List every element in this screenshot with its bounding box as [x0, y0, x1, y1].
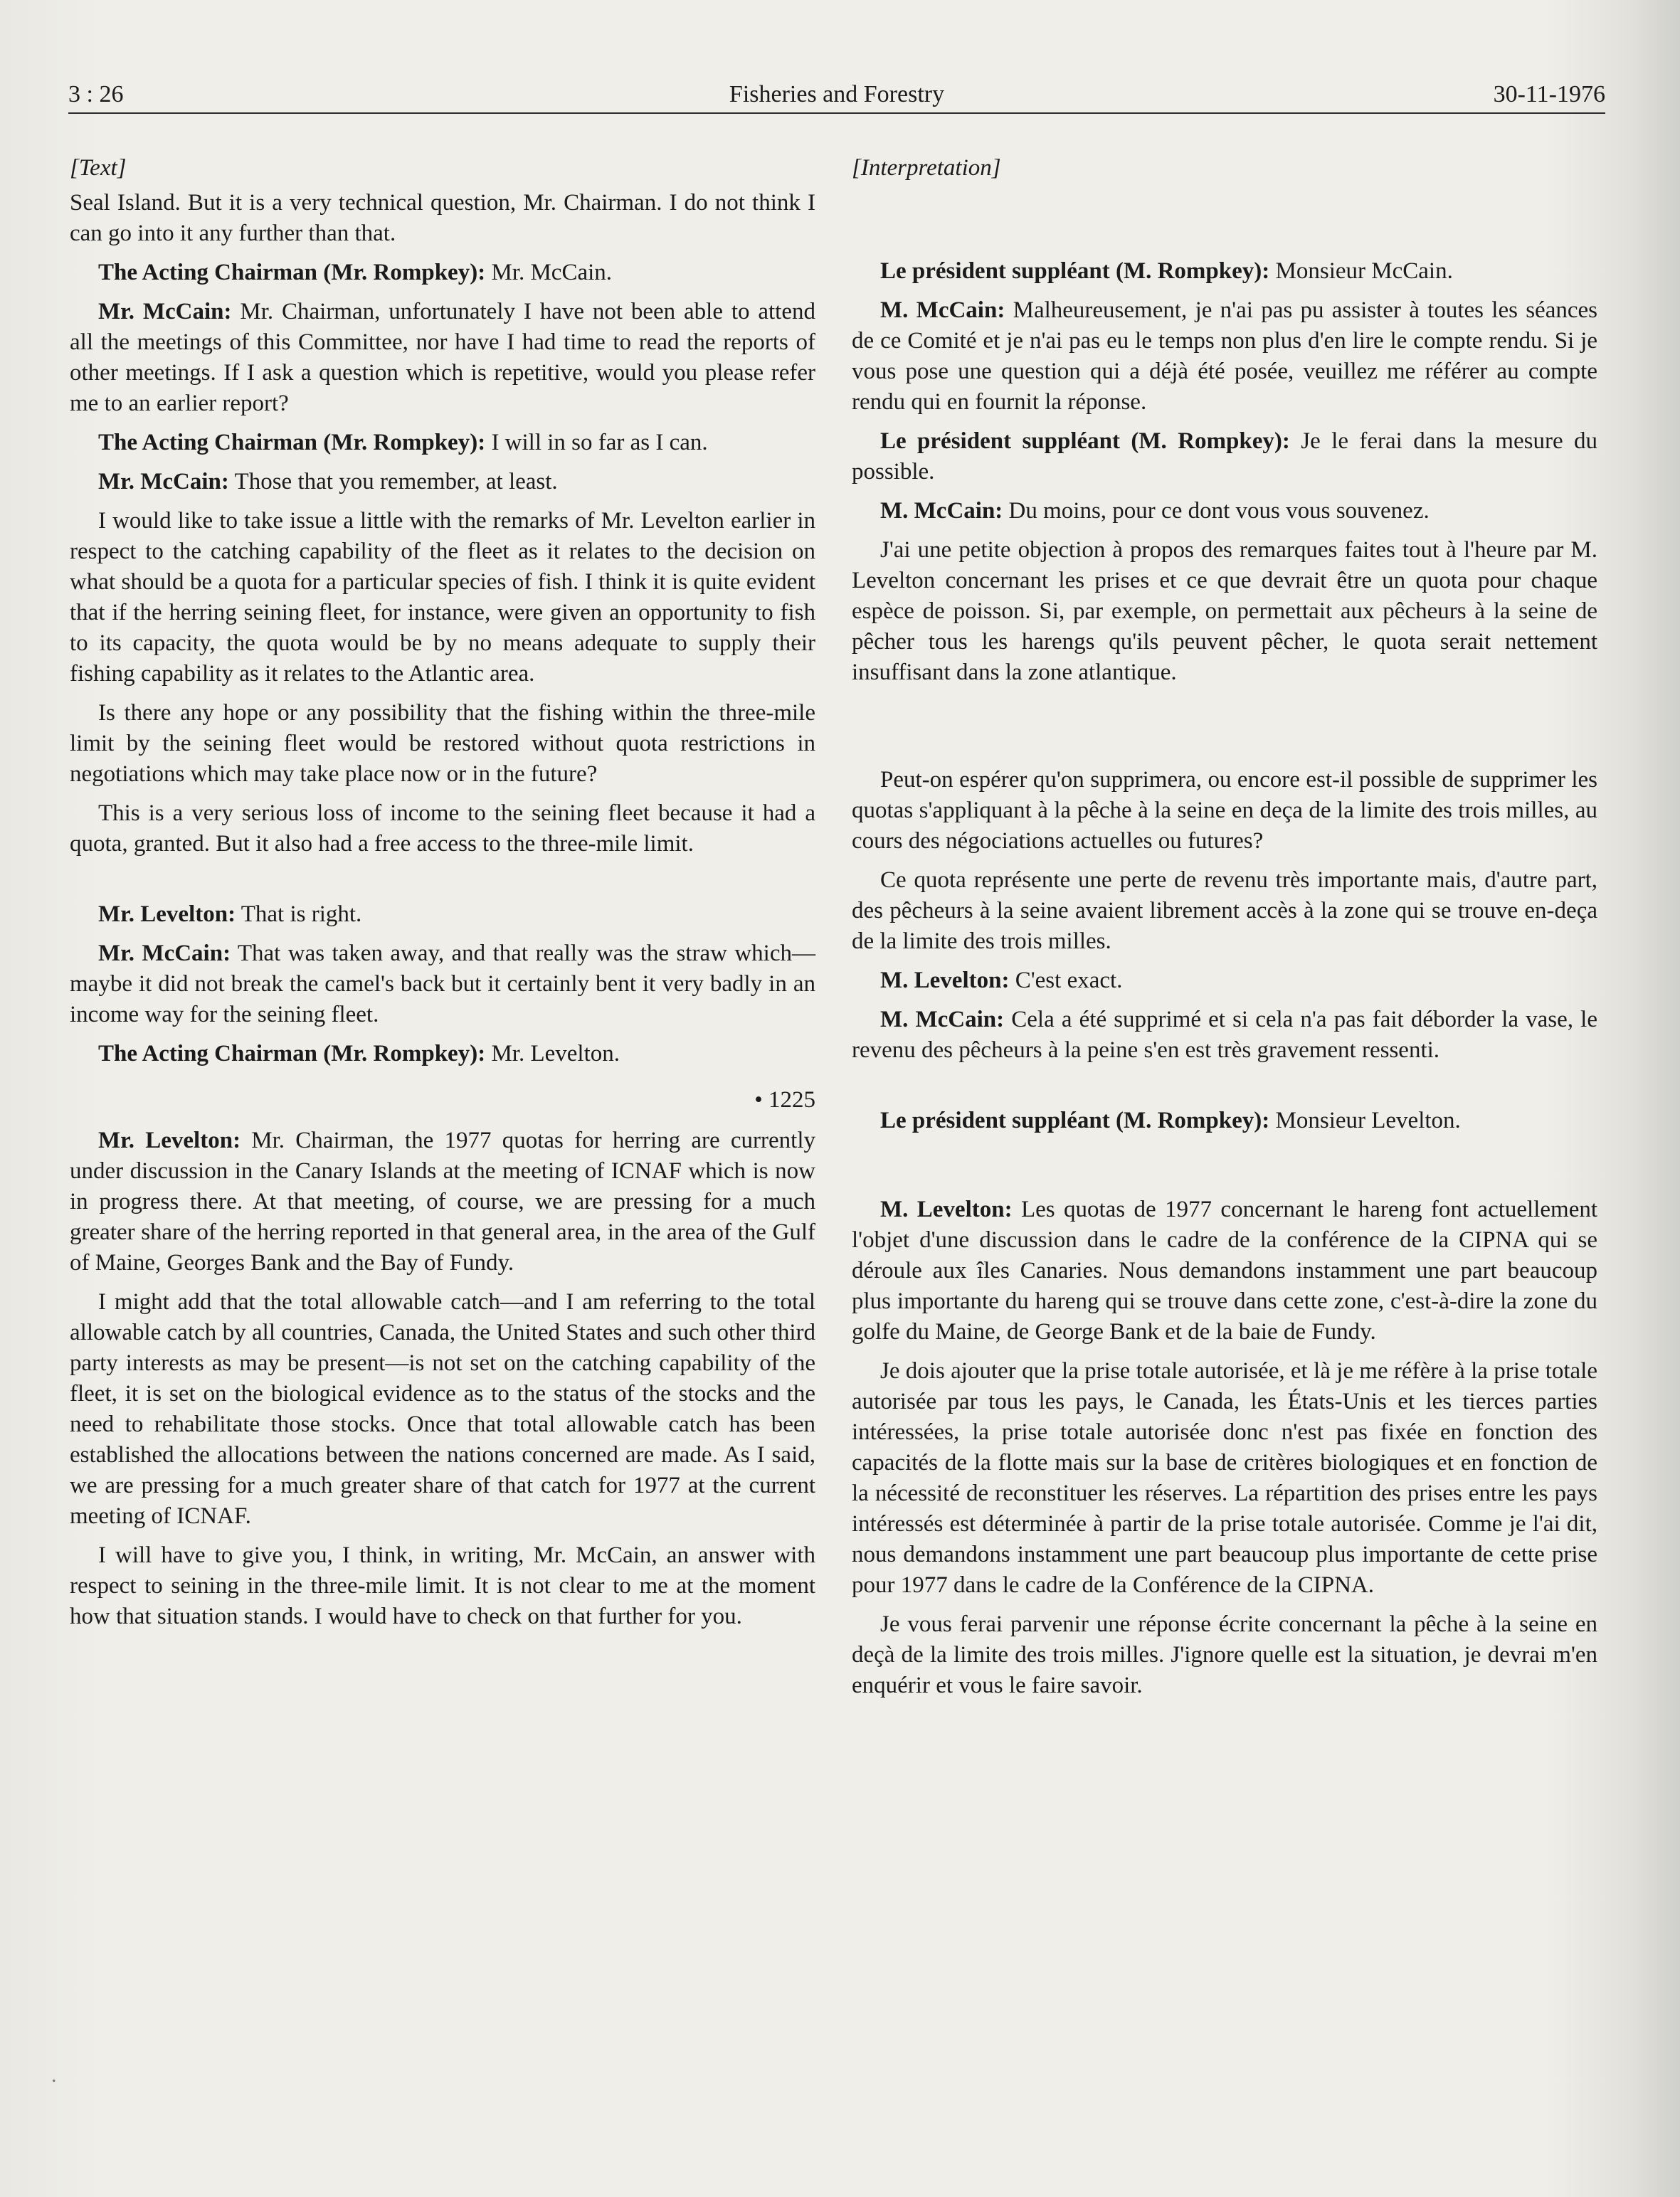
speech [70, 297, 815, 419]
stray-mark: . [51, 2063, 57, 2087]
speaker: Mr. McCain: [98, 299, 232, 324]
speech-text: Malheureusement, je n'ai pas pu assister à toutes les séances de ce Comité et je n'ai pas eu le temps non plus d'en lire le compte rendu. Si je vous pose une question qui a déjà été posée, veuillez me référer au compte rendu qui en fournit la réponse. [852, 297, 1597, 415]
speech [852, 1005, 1597, 1066]
speech-text: Monsieur Levelton. [1269, 1108, 1461, 1133]
paragraph: I would like to take issue a little with the remarks of Mr. Levelton earlier in respect to the catching capability of the fleet as it relates to the decision on what should be a quota for a particular species of fish. I think it is quite evident that if the herring seining fleet, for instance, were given an opportunity to fish to its capacity, the quota would be by no means adequate to supply their fishing capability as it relates to the Atlantic area. [70, 508, 815, 687]
speech-text: Du moins, pour ce dont vous vous souvenez. [1003, 498, 1430, 524]
running-title: Fisheries and Forestry [729, 81, 945, 107]
spacer [70, 868, 815, 899]
speech-text: That was taken away, and that really was the straw which—maybe it did not break the camel's back but it certainly bent it very badly in an income way for the seining fleet. [70, 941, 815, 1027]
speaker: M. McCain: [880, 1007, 1005, 1032]
speaker: M. Levelton: [880, 968, 1010, 993]
english-column [70, 153, 815, 1641]
speech-text: C'est exact. [1009, 968, 1123, 993]
header-date: 30-11-1976 [1493, 81, 1605, 107]
speech [70, 1126, 815, 1279]
speaker: M. Levelton: [880, 1197, 1013, 1222]
speaker: Mr. McCain: [98, 941, 231, 966]
speech [852, 965, 1597, 996]
paragraph: Is there any hope or any possibility that the fishing within the three-mile limit by the seining fleet would be restored without quota restrictions in negotiations which may take place now or in the future? [70, 700, 815, 787]
speaker: The Acting Chairman (Mr. Rompkey): [98, 260, 486, 285]
speech [852, 496, 1597, 526]
page-number: 3 : 26 [68, 81, 124, 107]
speaker: M. McCain: [880, 498, 1003, 524]
speech-text: Mr. Levelton. [485, 1041, 620, 1066]
time-marker: • 1225 [754, 1087, 815, 1113]
speaker: Le président suppléant (M. Rompkey): [880, 258, 1270, 284]
speech [852, 256, 1597, 287]
speech-text: Cela a été supprimé et si cela n'a pas fait déborder la vase, le revenu des pêcheurs à la peine s'en est très gravement ressenti. [852, 1007, 1597, 1063]
speech-text: I will in so far as I can. [485, 430, 708, 455]
spacer [852, 1145, 1597, 1195]
paragraph: I might add that the total allowable catch—and I am referring to the total allowable catch by all countries, Canada, the United States and such other third party interests as may be present—is not set on the catching capability of the fleet, it is set on the biological evidence as to the status of the stocks and the need to rehabilitate those stocks. Once that total allowable catch has been established the allocations between the nations concerned are made. As I said, we are pressing for a much greater share of that catch for 1977 at the current meeting of ICNAF. [70, 1289, 815, 1529]
spacer [852, 188, 1597, 256]
speaker: Mr. Levelton: [98, 901, 236, 927]
speaker: Le président suppléant (M. Rompkey): [880, 428, 1290, 454]
header-rule [68, 112, 1605, 114]
label-text: Text [78, 155, 117, 181]
speaker: Mr. Levelton: [98, 1128, 241, 1153]
spacer [852, 697, 1597, 765]
section-label-text: [Text] [70, 155, 127, 181]
speech-text: Mr. McCain. [485, 260, 613, 285]
section-label-interpretation: [Interpretation] [852, 155, 1001, 181]
speech [70, 428, 815, 458]
paragraph: Peut-on espérer qu'on supprimera, ou encore est-il possible de supprimer les quotas s'appliquant à la pêche à la seine en deça de la limite des trois milles, au cours des négociations actuelles ou futures? [852, 767, 1597, 854]
speech-text: Monsieur McCain. [1269, 258, 1453, 284]
speech [70, 1039, 815, 1069]
speech [70, 258, 815, 288]
speech [852, 426, 1597, 487]
paragraph: Seal Island. But it is a very technical question, Mr. Chairman. I do not think I can go into it any further than that. [70, 190, 815, 246]
speaker: M. McCain: [880, 297, 1005, 323]
page-header [68, 78, 1605, 115]
speech [70, 467, 815, 497]
speaker: Mr. McCain: [98, 469, 229, 494]
speech [852, 1195, 1597, 1348]
speech [70, 938, 815, 1030]
paragraph: Je vous ferai parvenir une réponse écrite concernant la pêche à la seine en deçà de la limite des trois milles. J'ignore quelle est la situation, je devrai m'en enquérir et vous le faire savoir. [852, 1611, 1597, 1698]
speech-text: Les quotas de 1977 concernant le hareng font actuellement l'objet d'une discussion dans le cadre de la conférence de la CIPNA qui se déroule aux îles Canaries. Nous demandons instamment une part beaucoup plus importante du hareng qui se trouve dans cette zone, c'est-à-dire la zone du golfe du Maine, de George Bank et de la baie de Fundy. [852, 1197, 1598, 1345]
speech-text: Those that you remember, at least. [228, 469, 558, 494]
speech-text: Je le ferai dans la mesure du possible. [852, 428, 1597, 485]
spacer [852, 1074, 1597, 1106]
speech-text: That is right. [236, 901, 362, 927]
speech [852, 295, 1597, 418]
speaker: The Acting Chairman (Mr. Rompkey): [98, 1041, 486, 1066]
label-text: Interpretation [860, 155, 992, 181]
paragraph: Ce quota représente une perte de revenu très importante mais, d'autre part, des pêcheurs à la seine avaient librement accès à la zone qui se trouve en-deça de la limite des trois milles. [852, 867, 1597, 954]
speech-text: Mr. Chairman, the 1977 quotas for herring are currently under discussion in the Canary Islands at the meeting of ICNAF which is now in progress there. At that meeting, of course, we are pressing for a much greater share of the herring reported in that general area, in the area of the Gulf of Maine, Georges Bank and the Bay of Fundy. [70, 1128, 815, 1276]
speech-text: Mr. Chairman, unfortunately I have not been able to attend all the meetings of this Committee, nor have I had time to read the reports of other meetings. If I ask a question which is repetitive, would you please refer me to an earlier report? [70, 299, 815, 416]
french-column [852, 153, 1597, 1710]
speech [70, 899, 815, 930]
speaker: The Acting Chairman (Mr. Rompkey): [98, 430, 486, 455]
paragraph: Je dois ajouter que la prise totale autorisée, et là je me réfère à la prise totale autorisée par tous les pays, le Canada, les États-Unis et les tierces parties intéressées, la prise totale autorisée donc n'est pas fixée en fonction des capacités de la flotte mais sur la base de critères biologiques et en fonction de la nécessité de reconstituer les réserves. La répartition des prises entre les pays intéressés est déterminée à partir de la prise totale autorisée. Comme je l'ai dit, nous demandons instamment une part beaucoup plus importante de cette prise pour 1977 dans le cadre de la Conférence de la CIPNA. [852, 1358, 1597, 1598]
speaker: Le président suppléant (M. Rompkey): [880, 1108, 1270, 1133]
paragraph: J'ai une petite objection à propos des remarques faites tout à l'heure par M. Levelton concernant les prises et ce que devrait être un quota pour chaque espèce de poisson. Si, par exemple, on permettait aux pêcheurs à la seine de pêcher tous les harengs qu'ils peuvent pêcher, le quota serait nettement insuffisant dans la zone atlantique. [852, 537, 1597, 685]
speech [852, 1106, 1597, 1136]
paragraph: I will have to give you, I think, in writing, Mr. McCain, an answer with respect to seining in the three-mile limit. It is not clear to me at the moment how that situation stands. I would have to check on that further for you. [70, 1542, 815, 1629]
paragraph: This is a very serious loss of income to the seining fleet because it had a quota, granted. But it also had a free access to the three-mile limit. [70, 800, 815, 857]
